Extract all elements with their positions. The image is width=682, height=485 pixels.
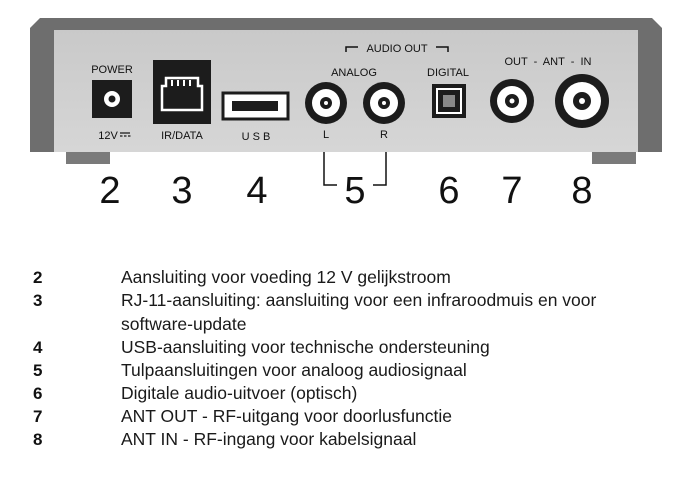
legend-number: 2: [33, 268, 43, 287]
legend-number: 6: [33, 384, 43, 403]
legend-text: RJ-11-aansluiting: aansluiting voor een infraroodmuis en voor software-update: [121, 290, 597, 334]
legend-number: 4: [33, 338, 43, 357]
legend-text: Digitale audio-uitvoer (optisch): [121, 383, 358, 403]
legend-number: 7: [33, 407, 43, 426]
analog-callout-bracket: [324, 152, 337, 185]
right-channel-label: R: [380, 129, 388, 141]
power-label: POWER: [91, 64, 133, 76]
legend-text: USB-aansluiting voor technische ondersteuning: [121, 337, 490, 357]
irdata-label: IR/DATA: [161, 130, 203, 142]
voltage-label: 12V: [98, 130, 118, 142]
legend-number: 3: [33, 291, 43, 310]
device-rear-panel-diagram: [0, 0, 682, 240]
callout-5: 5: [344, 170, 366, 212]
callout-3: 3: [171, 170, 193, 212]
audio-out-label: AUDIO OUT: [366, 43, 428, 55]
callout-2: 2: [99, 170, 121, 212]
legend-text: Aansluiting voor voeding 12 V gelijkstroom: [121, 267, 451, 287]
antenna-label: OUT - ANT - IN: [504, 56, 592, 68]
foot-left: [66, 152, 110, 164]
legend-text: ANT OUT - RF-uitgang voor doorlusfunctie: [121, 406, 453, 426]
callout-7: 7: [501, 170, 523, 212]
callout-6: 6: [438, 170, 460, 212]
callout-4: 4: [246, 170, 268, 212]
digital-label: DIGITAL: [427, 67, 469, 79]
usb-label: U S B: [241, 131, 271, 143]
legend-number: 8: [33, 430, 43, 449]
analog-label: ANALOG: [331, 67, 377, 79]
left-channel-label: L: [322, 129, 330, 141]
legend-number: 5: [33, 361, 43, 380]
callout-8: 8: [571, 170, 593, 212]
legend-text: Tulpaansluitingen voor analoog audiosignaal: [121, 360, 467, 380]
legend-text: ANT IN - RF-ingang voor kabelsignaal: [121, 429, 417, 449]
foot-right: [592, 152, 636, 164]
